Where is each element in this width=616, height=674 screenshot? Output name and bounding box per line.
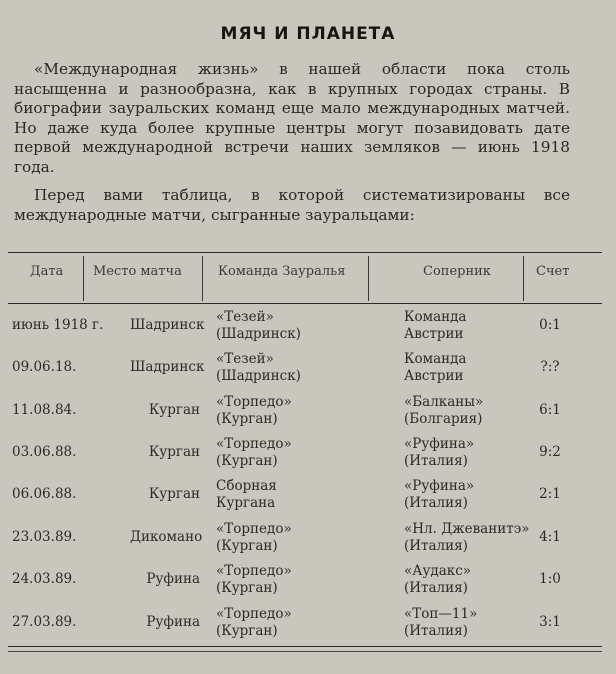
- cell-team-line2: (Шадринск): [216, 368, 301, 384]
- cell-opponent-line2: Австрии: [404, 326, 464, 342]
- intro-paragraph: «Международная жизнь» в нашей области пока столь насыщенна и разнообразна, как в крупных городах страны. В биографии зауральских команд еще мало международных матчей. Но даже куда более крупные центры могут позавидовать дате первой международной встречи наших земляков — июнь 1918 года.: [14, 60, 570, 176]
- cell-opponent-line2: Австрии: [404, 368, 464, 384]
- cell-team-line1: Сборная: [216, 478, 277, 494]
- table-row: [0, 394, 616, 436]
- cell-date: 23.03.89.: [12, 529, 77, 545]
- cell-score: 1:0: [539, 571, 561, 587]
- table-row: [0, 478, 616, 520]
- header-opponent: Соперник: [423, 264, 491, 279]
- cell-place: Курган: [148, 402, 200, 418]
- cell-opponent-line1: «Балканы»: [404, 394, 484, 410]
- table-top-rule: [8, 252, 602, 253]
- cell-score: 0:1: [539, 317, 561, 333]
- cell-date: 06.06.88.: [12, 486, 77, 502]
- header-divider: [202, 256, 203, 301]
- cell-date: 03.06.88.: [12, 444, 77, 460]
- cell-team-line2: Кургана: [216, 495, 276, 511]
- cell-date: 24.03.89.: [12, 571, 77, 587]
- article-title: МЯЧ И ПЛАНЕТА: [220, 24, 396, 44]
- header-divider: [523, 256, 524, 301]
- cell-opponent-line1: Команда: [404, 309, 467, 325]
- cell-opponent-line2: (Италия): [404, 623, 468, 639]
- table-row: [0, 606, 616, 648]
- header-date: Дата: [30, 264, 64, 279]
- header-divider: [83, 256, 84, 301]
- table-row: [0, 351, 616, 393]
- cell-team-line1: «Торпедо»: [216, 436, 292, 452]
- cell-team-line2: (Шадринск): [216, 326, 301, 342]
- cell-place: Шадринск: [130, 359, 205, 375]
- table-bottom-rule-double: [8, 651, 602, 652]
- cell-place: Руфина: [146, 571, 200, 587]
- cell-team-line2: (Курган): [216, 453, 278, 469]
- cell-opponent-line1: Команда: [404, 351, 467, 367]
- cell-opponent-line2: (Италия): [404, 453, 468, 469]
- cell-opponent-line2: (Италия): [404, 580, 468, 596]
- cell-date: 11.08.84.: [12, 402, 77, 418]
- cell-opponent-line1: «Аудакс»: [404, 563, 472, 579]
- cell-date: июнь 1918 г.: [12, 317, 104, 333]
- cell-place: Руфина: [146, 614, 200, 630]
- cell-place: Курган: [148, 486, 200, 502]
- cell-opponent-line1: «Топ—11»: [404, 606, 478, 622]
- cell-team-line1: «Торпедо»: [216, 394, 292, 410]
- cell-score: ?:?: [540, 359, 560, 375]
- table-row: [0, 521, 616, 563]
- cell-team-line2: (Курган): [216, 538, 278, 554]
- header-place: Место матча: [93, 264, 182, 279]
- cell-team-line1: «Торпедо»: [216, 563, 292, 579]
- cell-date: 09.06.18.: [12, 359, 77, 375]
- table-bottom-rule: [8, 646, 602, 647]
- cell-team-line1: «Торпедо»: [216, 521, 292, 537]
- cell-opponent-line1: «Нл. Джеванитэ»: [404, 521, 530, 537]
- cell-score: 9:2: [539, 444, 561, 460]
- cell-team-line1: «Торпедо»: [216, 606, 292, 622]
- cell-team-line2: (Курган): [216, 623, 278, 639]
- cell-team-line2: (Курган): [216, 411, 278, 427]
- cell-opponent-line2: (Италия): [404, 495, 468, 511]
- cell-opponent-line2: (Италия): [404, 538, 468, 554]
- cell-score: 6:1: [539, 402, 561, 418]
- header-bottom-rule: [8, 303, 602, 304]
- cell-opponent-line1: «Руфина»: [404, 478, 475, 494]
- cell-team-line1: «Тезей»: [216, 351, 274, 367]
- table-row: [0, 436, 616, 478]
- cell-opponent-line2: (Болгария): [404, 411, 483, 427]
- cell-date: 27.03.89.: [12, 614, 77, 630]
- header-score: Счет: [536, 264, 570, 279]
- cell-place: Дикомано: [130, 529, 203, 545]
- table-row: [0, 309, 616, 351]
- table-row: [0, 563, 616, 605]
- cell-score: 2:1: [539, 486, 561, 502]
- header-divider: [368, 256, 369, 301]
- cell-opponent-line1: «Руфина»: [404, 436, 475, 452]
- cell-score: 4:1: [539, 529, 561, 545]
- cell-place: Шадринск: [130, 317, 205, 333]
- cell-place: Курган: [148, 444, 200, 460]
- cell-team-line1: «Тезей»: [216, 309, 274, 325]
- cell-score: 3:1: [539, 614, 561, 630]
- table-intro-paragraph: Перед вами таблица, в которой систематизированы все международные матчи, сыгранные зауральцами:: [14, 186, 570, 224]
- header-team: Команда Зауралья: [218, 264, 346, 279]
- cell-team-line2: (Курган): [216, 580, 278, 596]
